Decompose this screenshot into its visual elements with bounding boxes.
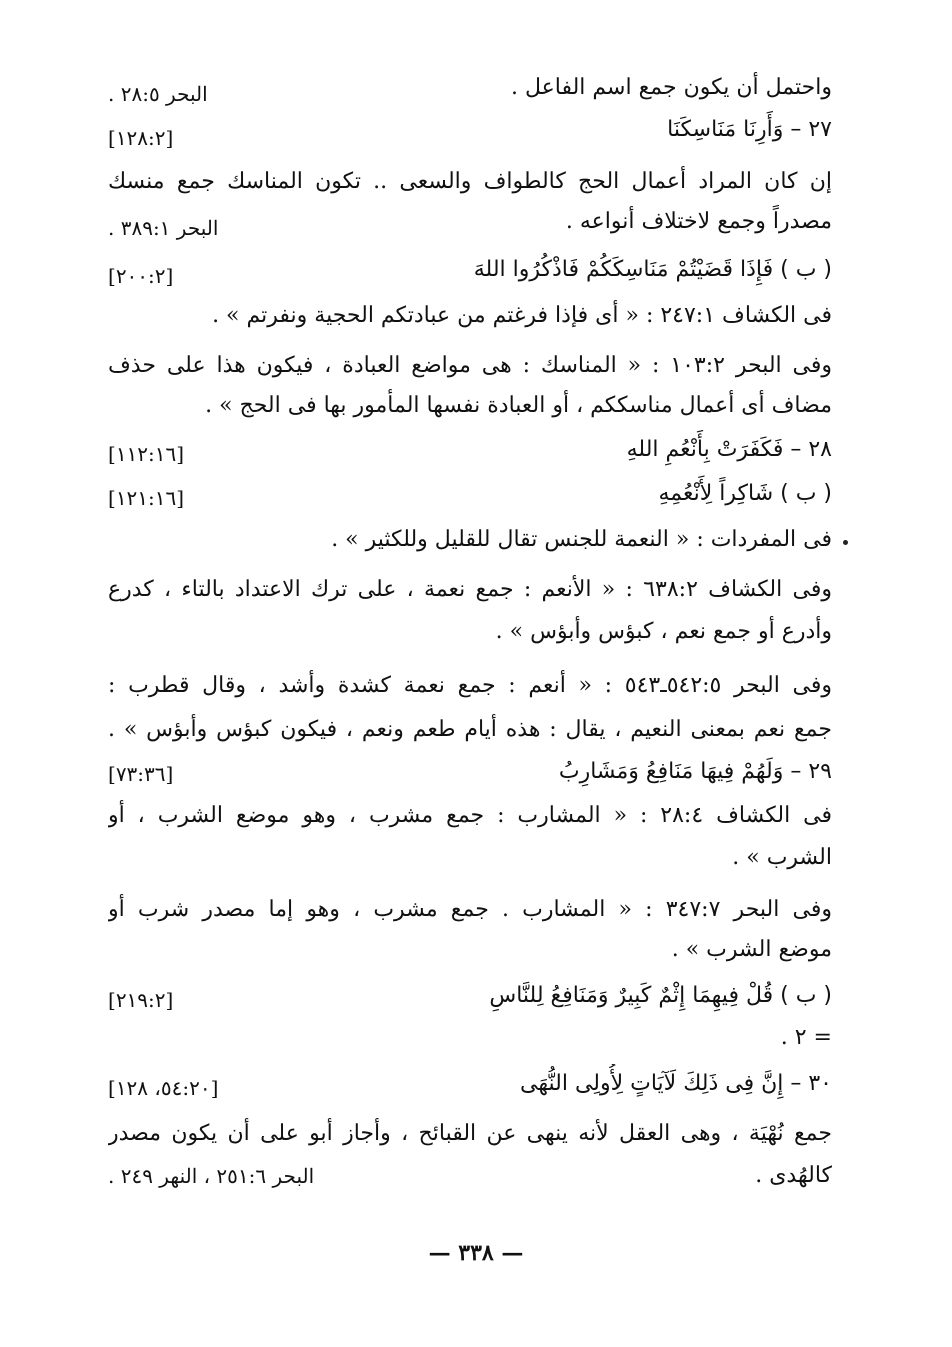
text-line: موضع الشرب » .	[671, 937, 832, 962]
verse-heading: ٣٠ – إِنَّ فِى ذَلِكَ لَآيَاتٍ لِأُولِى النُّهَى	[520, 1071, 832, 1096]
text-line: جمع نعم بمعنى النعيم ، يقال : هذه أيام طعم ونعم ، فيكون كبؤس وأبؤس » .	[108, 717, 832, 742]
verse-reference: [١١٢:١٦]	[108, 442, 185, 466]
source-reference: البحر ٣٨٩:١ .	[108, 216, 219, 240]
text-line: الشرب » .	[732, 845, 832, 870]
text-line: وفى البحر ١٠٣:٢ : « المناسك : هى مواضع العبادة ، فيكون هذا على حذف	[108, 353, 832, 378]
verse-heading: ( ب ) قُلْ فِيهِمَا إِثْمٌ كَبِيرٌ وَمَنَافِعُ لِلنَّاسِ	[489, 983, 832, 1008]
text-line: وأدرع أو جمع نعم ، كبؤس وأبؤس » .	[495, 619, 832, 644]
text-line: كالهُدى .	[755, 1163, 832, 1188]
text-line: إن كان المراد أعمال الحج كالطواف والسعى .. تكون المناسك جمع منسك	[108, 169, 832, 194]
text-line: جمع نُهْيَة ، وهى العقل لأنه ينهى عن القبائح ، وأجاز أبو على أن يكون مصدر	[108, 1121, 832, 1146]
verse-reference: [٥٤:٢٠، ١٢٨]	[108, 1076, 219, 1100]
text-line: وفى البحر ٣٤٧:٧ : « المشارب . جمع مشرب ، وهو إما مصدر شرب أو	[108, 897, 832, 922]
verse-heading: ٢٧ – وَأَرِنَا مَنَاسِكَنَا	[667, 117, 832, 142]
verse-reference: [٧٣:٣٦]	[108, 762, 174, 786]
verse-heading: ( ب ) شَاكِراً لِأَنْعُمِهِ	[658, 481, 832, 506]
verse-reference: [٢٠٠:٢]	[108, 264, 174, 288]
verse-heading: ( ب ) فَإِذَا قَضَيْتُمْ مَنَاسِكَكُمْ فَاذْكُرُوا اللهَ	[473, 257, 832, 282]
page-number: — ٣٣٨ —	[428, 1240, 524, 1266]
margin-mark	[843, 540, 848, 545]
text-line: فى الكشاف ٢٤٧:١ : « أى فإذا فرغتم من عبادتكم الحجية ونفرتم » .	[212, 303, 832, 328]
verse-reference: [١٢١:١٦]	[108, 486, 185, 510]
source-reference: البحر ٢٨:٥ .	[108, 82, 208, 106]
text-line: فى الكشاف ٢٨:٤ : « المشارب : جمع مشرب ، وهو موضع الشرب ، أو	[108, 803, 832, 828]
verse-reference: [١٢٨:٢]	[108, 126, 174, 150]
text-line: مضاف أى أعمال مناسككم ، أو العبادة نفسها المأمور بها فى الحج » .	[205, 393, 832, 418]
source-reference: البحر ٢٥١:٦ ، النهر ٢٤٩ .	[108, 1164, 315, 1188]
text-line: واحتمل أن يكون جمع اسم الفاعل .	[510, 75, 832, 100]
text-line: مصدراً وجمع لاختلاف أنواعه .	[565, 209, 832, 234]
text-line: فى المفردات : « النعمة للجنس تقال للقليل وللكثير » .	[331, 527, 832, 552]
verse-heading: ٢٩ – وَلَهُمْ فِيهَا مَنَافِعُ وَمَشَارِبُ	[558, 759, 832, 784]
text-line: = ٢ .	[780, 1025, 832, 1050]
text-line: وفى البحر ٥٤٢:٥ـ٥٤٣ : « أنعم : جمع نعمة كشدة وأشد ، وقال قطرب :	[108, 673, 832, 698]
text-line: وفى الكشاف ٦٣٨:٢ : « الأنعم : جمع نعمة ، على ترك الاعتداد بالتاء ، كدرع	[108, 577, 832, 602]
verse-heading: ٢٨ – فَكَفَرَتْ بِأَنْعُمِ اللهِ	[626, 437, 832, 462]
verse-reference: [٢١٩:٢]	[108, 988, 174, 1012]
